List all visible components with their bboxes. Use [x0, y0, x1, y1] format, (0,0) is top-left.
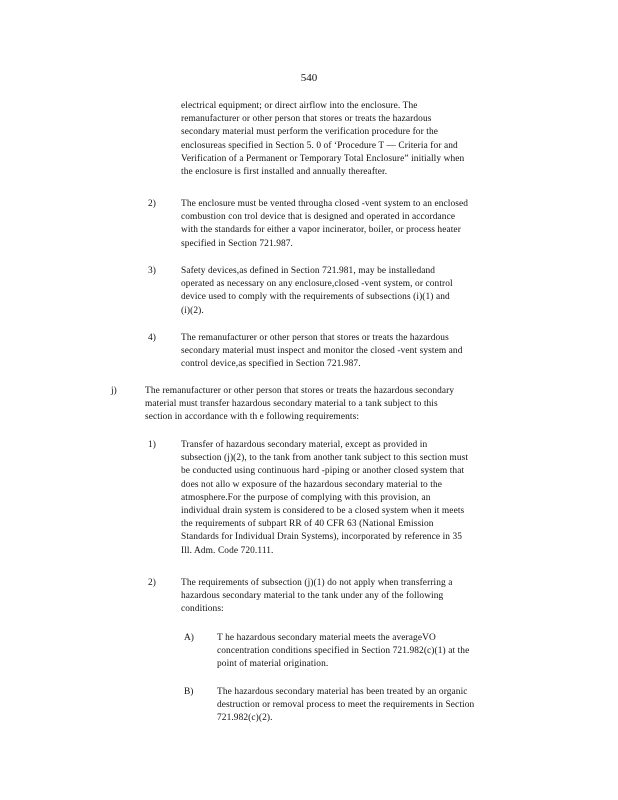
text-line: atmosphere.For the purpose of complying with this provision, an	[181, 492, 431, 503]
text-line: concentration conditions specified in Section 721.982(c)(1) at the	[217, 646, 470, 657]
subitem-marker: A)	[184, 633, 194, 643]
item-paragraph	[181, 265, 533, 318]
text-line: The requirements of subsection (j)(1) do not apply when transferring a	[181, 578, 453, 588]
item-paragraph	[181, 198, 533, 251]
item-marker: 2)	[148, 199, 156, 209]
text-line: material must transfer hazardous secondary material to a tank subject to this	[145, 399, 438, 410]
text-line: 721.982(c)(2).	[217, 713, 273, 724]
text-line: the enclosure is first installed and annually thereafter.	[181, 167, 388, 178]
text-line: combustion con trol device that is designed and operated in accordance	[181, 212, 456, 223]
text-line: The enclosure must be vented througha closed -vent system to an enclosed	[181, 199, 469, 209]
item-marker: 2)	[148, 578, 156, 588]
text-line: The remanufacturer or other person that stores or treats the hazardous	[181, 333, 449, 343]
item-marker: 1)	[148, 440, 156, 450]
text-line: The hazardous secondary material has been treated by an organic	[217, 687, 468, 697]
text-line: the requirements of subpart RR of 40 CFR 63 (National Emission	[181, 519, 434, 530]
text-line: enclosureas specified in Section 5. 0 of ‘Procedure T — Criteria for and	[181, 140, 458, 151]
text-line: Verification of a Permanent or Temporary Total Enclosure” initially when	[181, 153, 465, 164]
text-line: hazardous secondary material to the tank under any of the following	[181, 591, 444, 602]
text-line: individual drain system is considered to be a closed system when it meets	[181, 506, 465, 517]
text-line: T he hazardous secondary material meets the averageVO	[217, 633, 436, 643]
text-line: electrical equipment; or direct airflow into the enclosure. The	[181, 101, 418, 111]
text-line: Ill. Adm. Code 720.111.	[181, 545, 274, 556]
item-paragraph	[181, 439, 533, 558]
text-line: destruction or removal process to meet the requirements in Section	[217, 700, 475, 711]
subitem-paragraph	[217, 686, 533, 726]
text-line: device used to comply with the requirements of subsections (i)(1) and	[181, 292, 450, 303]
text-line: conditions:	[181, 604, 224, 615]
text-line: specified in Section 721.987.	[181, 238, 293, 249]
section-paragraph	[145, 385, 533, 425]
text-line: secondary material must inspect and monitor the closed -vent system and	[181, 346, 463, 357]
text-line: subsection (j)(2), to the tank from another tank subject to this section must	[181, 453, 469, 464]
text-line: section in accordance with th e following requirements:	[145, 412, 360, 423]
page-number: 540	[300, 72, 318, 84]
text-line: does not allo w exposure of the hazardous secondary material to the	[181, 479, 443, 490]
item-paragraph	[181, 332, 533, 372]
text-line: Standards for Individual Drain Systems), incorporated by reference in 35	[181, 532, 463, 543]
text-line: (i)(2).	[181, 305, 204, 316]
text-line: point of material origination.	[217, 659, 329, 670]
text-line: secondary material must perform the verification procedure for the	[181, 127, 439, 138]
item-paragraph	[181, 577, 533, 617]
item-marker: 4)	[148, 333, 156, 343]
subitem-marker: B)	[184, 687, 194, 697]
text-line: Safety devices,as defined in Section 721.981, may be installedand	[181, 266, 436, 276]
subitem-paragraph	[217, 632, 533, 672]
text-line: remanufacturer or other person that stores or treats the hazardous	[181, 114, 432, 125]
item-marker: 3)	[148, 266, 156, 276]
text-line: be conducted using continuous hard -piping or another closed system that	[181, 466, 465, 477]
text-line: Transfer of hazardous secondary material, except as provided in	[181, 440, 428, 450]
text-line: operated as necessary on any enclosure,closed -vent system, or control	[181, 279, 453, 290]
text-line: control device,as specified in Section 721.987.	[181, 359, 361, 370]
text-line: with the standards for either a vapor incinerator, boiler, or process heater	[181, 225, 461, 236]
intro-paragraph	[181, 100, 533, 179]
text-line: The remanufacturer or other person that stores or treats the hazardous secondary	[145, 386, 455, 396]
section-marker: j)	[111, 386, 117, 396]
